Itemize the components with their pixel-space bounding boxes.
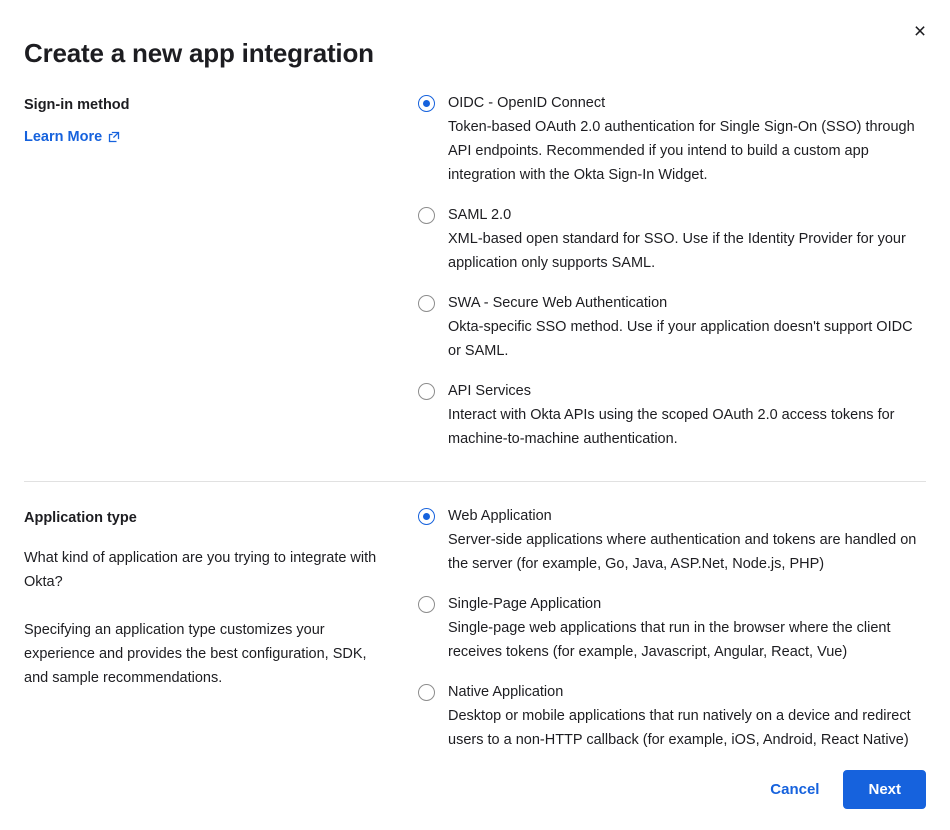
sign-in-method-label: Sign-in method: [24, 97, 130, 113]
application-type-section: [0, 482, 950, 752]
radio-option-web-application-body: [448, 506, 926, 576]
sign-in-method-left-column: [24, 69, 394, 451]
radio-option-web-application-title: Web Application: [448, 508, 552, 524]
radio-option-single-page-application-title: Single-Page Application: [448, 596, 602, 612]
radio-option-single-page-application-desc: Single-page web applications that run in the browser where the client receives tokens (for example, Javascript, Angular, React, Vue): [448, 620, 891, 660]
radio-oidc-icon[interactable]: [418, 95, 435, 112]
radio-swa-icon[interactable]: [418, 295, 435, 312]
radio-option-saml[interactable]: [418, 205, 926, 275]
radio-option-swa-title: SWA - Secure Web Authentication: [448, 295, 668, 311]
radio-option-oidc[interactable]: [418, 93, 926, 187]
radio-native-application-icon[interactable]: [418, 684, 435, 701]
external-link-icon: [108, 131, 120, 143]
radio-option-web-application-desc: Server-side applications where authentication and tokens are handled on the server (for example, Go, Java, ASP.Net, Node.js, PHP): [448, 532, 917, 572]
modal-footer: [0, 768, 950, 830]
page-title: Create a new app integration: [24, 38, 374, 68]
radio-option-oidc-desc: Token-based OAuth 2.0 authentication for Single Sign-On (SSO) through API endpoints. Recommended if you intend to build a custom app integration with the Okta Sign-In Widget.: [448, 119, 915, 183]
application-type-label: Application type: [24, 510, 137, 526]
radio-option-oidc-title: OIDC - OpenID Connect: [448, 95, 606, 111]
radio-option-api-services-title: API Services: [448, 383, 531, 399]
radio-option-saml-title: SAML 2.0: [448, 207, 512, 223]
application-type-help-2: Specifying an application type customizes your experience and provides the best configuration, SDK, and sample recommendations.: [24, 622, 367, 686]
sign-in-method-section: [0, 69, 950, 451]
learn-more-link[interactable]: [24, 129, 120, 145]
radio-option-web-application[interactable]: [418, 506, 926, 576]
cancel-button[interactable]: Cancel: [762, 771, 827, 808]
radio-api-services-icon[interactable]: [418, 383, 435, 400]
sign-in-method-options: [394, 69, 926, 451]
radio-option-native-application[interactable]: [418, 682, 926, 752]
application-type-left-column: [24, 482, 394, 752]
radio-option-swa[interactable]: [418, 293, 926, 363]
radio-web-application-icon[interactable]: [418, 508, 435, 525]
radio-saml-icon[interactable]: [418, 207, 435, 224]
radio-option-swa-desc: Okta-specific SSO method. Use if your application doesn't support OIDC or SAML.: [448, 319, 913, 359]
radio-option-single-page-application-body: [448, 594, 926, 664]
radio-option-api-services-body: [448, 381, 926, 451]
application-type-options: [394, 482, 926, 752]
radio-option-api-services[interactable]: [418, 381, 926, 451]
application-type-help-1: What kind of application are you trying to integrate with Okta?: [24, 550, 377, 590]
radio-single-page-application-icon[interactable]: [418, 596, 435, 613]
radio-option-swa-body: [448, 293, 926, 363]
radio-option-saml-desc: XML-based open standard for SSO. Use if the Identity Provider for your application only supports SAML.: [448, 231, 906, 271]
radio-option-saml-body: [448, 205, 926, 275]
radio-option-oidc-body: [448, 93, 926, 187]
radio-option-single-page-application[interactable]: [418, 594, 926, 664]
radio-option-native-application-title: Native Application: [448, 684, 564, 700]
next-button[interactable]: Next: [843, 770, 926, 809]
radio-option-native-application-body: [448, 682, 926, 752]
close-icon[interactable]: ×: [906, 18, 934, 46]
learn-more-label: Learn More: [24, 129, 103, 145]
radio-option-api-services-desc: Interact with Okta APIs using the scoped OAuth 2.0 access tokens for machine-to-machine authentication.: [448, 407, 895, 447]
radio-option-native-application-desc: Desktop or mobile applications that run natively on a device and redirect users to a non-HTTP callback (for example, iOS, Android, React Native): [448, 708, 911, 748]
